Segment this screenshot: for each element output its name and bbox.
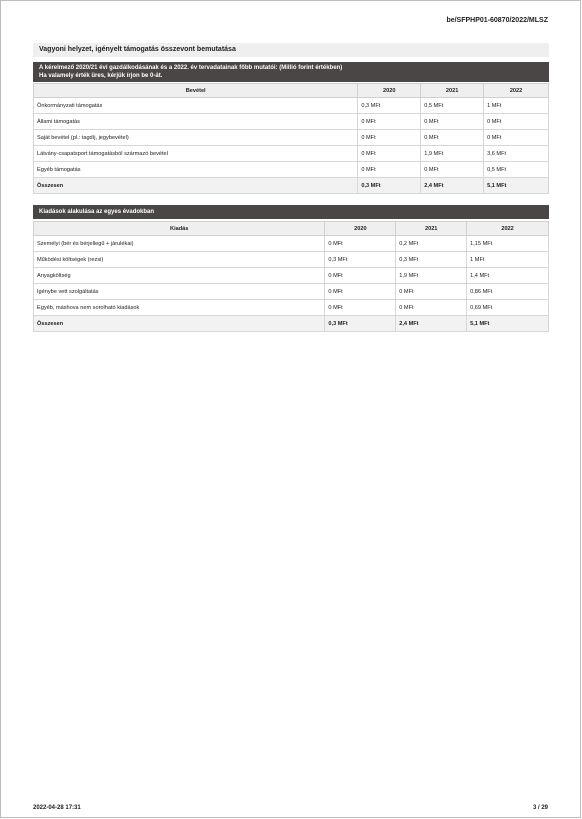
table-row (34, 162, 549, 178)
total-label: Összesen (34, 178, 358, 194)
table-row (34, 300, 549, 316)
column-header: 2021 (421, 84, 484, 98)
cell-value: 0 MFt (421, 162, 484, 178)
footer-page-number: 3 / 29 (532, 805, 548, 811)
cell-value: 0,3 MFt (396, 252, 467, 268)
cell-value: 1 MFt (467, 252, 549, 268)
total-value: 5,1 MFt (467, 316, 549, 332)
total-value: 5,1 MFt (484, 178, 549, 194)
table-row (34, 114, 549, 130)
column-header: 2020 (358, 84, 421, 98)
row-label: Anyagköltség (34, 268, 325, 284)
cell-value: 0 MFt (325, 268, 396, 284)
expense-table-header-row (34, 222, 549, 236)
cell-value: 1,9 MFt (421, 146, 484, 162)
column-header: 2020 (325, 222, 396, 236)
total-value: 2,4 MFt (396, 316, 467, 332)
table-row (34, 98, 549, 114)
income-table-header-row (34, 84, 549, 98)
row-label: Látvány-csapatsport támogatásból származó bevétel (34, 146, 358, 162)
total-value: 0,3 MFt (325, 316, 396, 332)
cell-value: 0,3 MFt (325, 252, 396, 268)
cell-value: 1,9 MFt (396, 268, 467, 284)
cell-value: 0 MFt (325, 284, 396, 300)
column-header: 2021 (396, 222, 467, 236)
table-row (34, 268, 549, 284)
row-label: Saját bevétel (pl.: tagdíj, jegybevétel) (34, 130, 358, 146)
total-row (34, 178, 549, 194)
table-row (34, 130, 549, 146)
cell-value: 1 MFt (484, 98, 549, 114)
row-label: Állami támogatás (34, 114, 358, 130)
expense-block-header: Kiadások alakulása az egyes évadokban (33, 205, 549, 219)
income-header-line1: A kérelmező 2020/21 évi gazdálkodásának és a 2022. év tervadatainak főbb mutatói: (Millió forint értékben) (39, 65, 343, 71)
column-header: 2022 (484, 84, 549, 98)
column-header: 2022 (467, 222, 549, 236)
table-row (34, 252, 549, 268)
cell-value: 0,2 MFt (396, 236, 467, 252)
cell-value: 0 MFt (421, 114, 484, 130)
income-header-line2: Ha valamely érték üres, kérjük írjon be 0-át. (39, 73, 163, 79)
row-label: Személyi (bér és bérjellegű + járulékai) (34, 236, 325, 252)
row-label: Működési költségek (rezsi) (34, 252, 325, 268)
section-title: Vagyoni helyzet, igényelt támogatás összevont bemutatása (33, 43, 549, 57)
table-row (34, 284, 549, 300)
cell-value: 0 MFt (484, 130, 549, 146)
footer-date: 2022-04-28 17:31 (33, 805, 81, 811)
cell-value: 1,15 MFt (467, 236, 549, 252)
cell-value: 0 MFt (325, 300, 396, 316)
cell-value: 0,5 MFt (421, 98, 484, 114)
cell-value: 0,5 MFt (484, 162, 549, 178)
row-label: Egyéb, máshova nem sorolható kiadások (34, 300, 325, 316)
cell-value: 0 MFt (358, 162, 421, 178)
cell-value: 0,69 MFt (467, 300, 549, 316)
cell-value: 0 MFt (421, 130, 484, 146)
total-value: 0,3 MFt (358, 178, 421, 194)
cell-value: 0,86 MFt (467, 284, 549, 300)
cell-value: 0,3 MFt (358, 98, 421, 114)
table-row (34, 146, 549, 162)
table-row (34, 236, 549, 252)
cell-value: 0 MFt (484, 114, 549, 130)
column-header: Kiadás (34, 222, 325, 236)
income-table (33, 83, 549, 194)
cell-value: 0 MFt (358, 130, 421, 146)
total-label: Összesen (34, 316, 325, 332)
total-value: 2,4 MFt (421, 178, 484, 194)
column-header: Bevétel (34, 84, 358, 98)
row-label: Önkormányzati támogatás (34, 98, 358, 114)
row-label: Egyéb támogatás (34, 162, 358, 178)
cell-value: 0 MFt (358, 146, 421, 162)
total-row (34, 316, 549, 332)
cell-value: 0 MFt (396, 284, 467, 300)
row-label: Igénybe vett szolgáltatás (34, 284, 325, 300)
cell-value: 3,6 MFt (484, 146, 549, 162)
expense-table (33, 221, 549, 332)
cell-value: 0 MFt (358, 114, 421, 130)
document-id: be/SFPHP01-60870/2022/MLSZ (446, 17, 548, 24)
cell-value: 0 MFt (396, 300, 467, 316)
income-block-header (33, 62, 549, 82)
cell-value: 0 MFt (325, 236, 396, 252)
cell-value: 1,4 MFt (467, 268, 549, 284)
